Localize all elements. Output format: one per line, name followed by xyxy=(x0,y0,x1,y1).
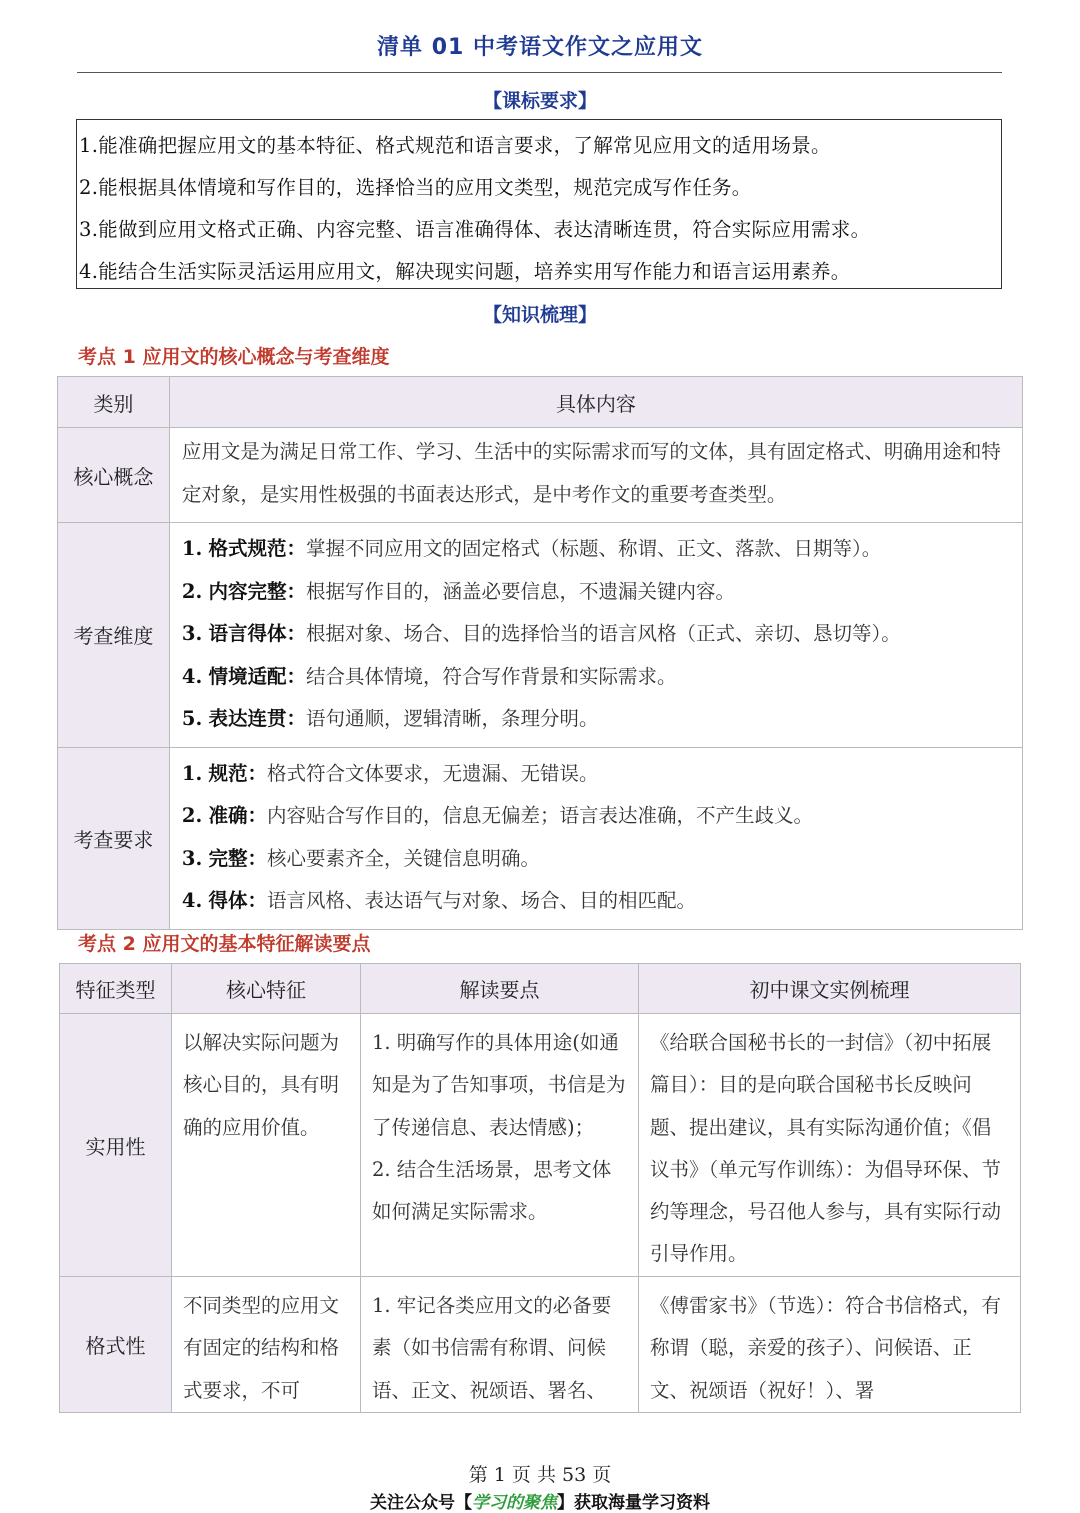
table-row xyxy=(60,1014,1021,1277)
title-divider xyxy=(77,72,1002,73)
promo-text: 关注公众号【学习的聚焦】获取海量学习资料 xyxy=(370,1493,710,1513)
point1-table xyxy=(57,376,1023,930)
standard-item-2: 2.能根据具体情境和写作目的，选择恰当的应用文类型，规范完成写作任务。 xyxy=(79,176,752,199)
promo-account-name: 学习的聚焦 xyxy=(472,1493,557,1513)
knowledge-heading: 【知识梳理】 xyxy=(482,304,597,326)
page-title: 清单 01 中考语文作文之应用文 xyxy=(377,35,703,60)
column-header: 核心特征 xyxy=(172,964,361,1014)
table-row xyxy=(60,1277,1021,1413)
table-row xyxy=(58,523,1023,748)
standard-item-3: 3.能做到应用文格式正确、内容完整、语言准确得体、表达清晰连贯，符合实际应用需求。 xyxy=(79,218,871,241)
core-feature: 不同类型的应用文有固定的结构和格式要求，不可 xyxy=(183,1294,340,1402)
list-item: 3. 完整：核心要素齐全，关键信息明确。 xyxy=(181,846,540,870)
feature-type: 格式性 xyxy=(60,1277,172,1413)
table-row xyxy=(58,747,1023,929)
standard-item-1: 1.能准确把握应用文的基本特征、格式规范和语言要求，了解常见应用文的适用场景。 xyxy=(79,134,831,157)
table-row xyxy=(58,428,1023,523)
column-header: 解读要点 xyxy=(361,964,639,1014)
column-header: 初中课文实例梳理 xyxy=(639,964,1021,1014)
list-item: 1. 规范：格式符合文体要求，无遗漏、无错误。 xyxy=(181,761,599,785)
row-content xyxy=(169,523,1022,748)
textbook-examples: 《给联合国秘书长的一封信》（初中拓展篇目）：目的是向联合国秘书长反映问题、提出建议，具有实际沟通价值；《倡议书》（单元写作训练）：为倡导环保、节约等理念，号召他人参与，具有实际行动引导作用。 xyxy=(650,1031,1002,1266)
list-item: 2. 准确：内容贴合写作目的，信息无偏差；语言表达准确，不产生歧义。 xyxy=(181,804,813,827)
column-header: 具体内容 xyxy=(169,377,1022,428)
textbook-examples: 《傅雷家书》（节选）：符合书信格式，有称谓（聪，亲爱的孩子）、问候语、正文、祝颂语（祝好！）、署 xyxy=(650,1294,1002,1402)
point1-title: 考点 1 应用文的核心概念与考查维度 xyxy=(78,346,390,368)
standard-item-4: 4.能结合生活实际灵活运用应用文，解决现实问题，培养实用写作能力和语言运用素养。 xyxy=(79,260,851,283)
row-category: 考查维度 xyxy=(58,523,170,748)
list-item: 1. 格式规范：掌握不同应用文的固定格式（标题、称谓、正文、落款、日期等）。 xyxy=(181,537,882,560)
table-header-row xyxy=(60,964,1021,1014)
row-category: 考查要求 xyxy=(58,747,170,929)
core-feature: 以解决实际问题为核心目的，具有明确的应用价值。 xyxy=(183,1031,340,1139)
column-header: 类别 xyxy=(58,377,170,428)
row-category: 核心概念 xyxy=(58,428,170,523)
list-item: 2. 内容完整：根据写作目的，涵盖必要信息，不遗漏关键内容。 xyxy=(181,579,735,603)
table-header-row xyxy=(58,377,1023,428)
list-item: 5. 表达连贯：语句通顺，逻辑清晰，条理分明。 xyxy=(181,707,599,730)
list-item: 3. 语言得体：根据对象、场合、目的选择恰当的语言风格（正式、亲切、恳切等）。 xyxy=(181,622,901,645)
row-content xyxy=(169,428,1022,523)
standards-box xyxy=(76,119,1002,289)
point2-title: 考点 2 应用文的基本特征解读要点 xyxy=(78,933,371,955)
column-header: 特征类型 xyxy=(60,964,172,1014)
page-number: 第 1 页 共 53 页 xyxy=(468,1464,612,1486)
row-content xyxy=(169,747,1022,929)
list-item: 4. 得体：语言风格、表达语气与对象、场合、目的相匹配。 xyxy=(181,889,696,912)
point2-table xyxy=(59,963,1021,1413)
list-item: 4. 情境适配：结合具体情境，符合写作背景和实际需求。 xyxy=(181,664,677,688)
reading-points: 1. 明确写作的具体用途(如通知是为了告知事项，书信是为了传递信息、表达情感)； 2. 结合生活场景，思考文体如何满足实际需求。 xyxy=(372,1031,626,1224)
reading-points: 1. 牢记各类应用文的必备要素（如书信需有称谓、问候语、正文、祝颂语、署名、 xyxy=(372,1294,612,1402)
feature-type: 实用性 xyxy=(60,1014,172,1277)
standards-heading: 【课标要求】 xyxy=(482,90,597,112)
concept-text: 应用文是为满足日常工作、学习、生活中的实际需求而写的文体，具有固定格式、明确用途和特定对象，是实用性极强的书面表达形式，是中考作文的重要考查类型。 xyxy=(181,440,1001,506)
